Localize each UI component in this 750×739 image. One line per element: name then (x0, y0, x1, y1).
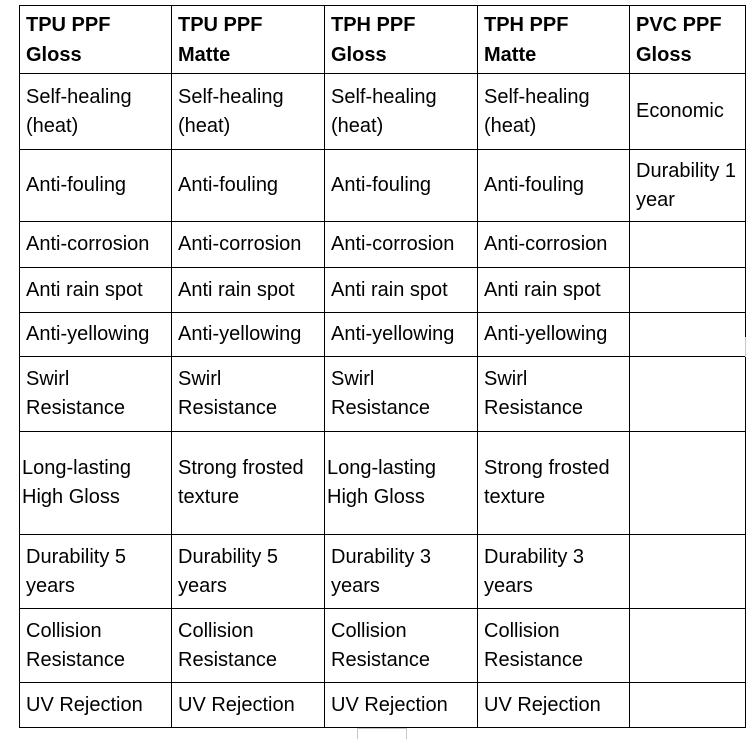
table-row (20, 74, 746, 150)
table-cell: Durability 3 years (478, 535, 630, 609)
table-cell: Durability 5 years (20, 535, 172, 609)
table-cell: Anti-fouling (478, 150, 630, 222)
table-cell (630, 268, 746, 313)
header-row (20, 6, 746, 74)
table-cell: Anti rain spot (325, 268, 478, 313)
table-cell: Anti-fouling (20, 150, 172, 222)
table-row (20, 609, 746, 683)
table-cell: Anti-yellowing (478, 313, 630, 357)
table-cell: Long-lasting High Gloss (325, 432, 478, 535)
table-cell: UV Rejection (172, 683, 325, 728)
table-cell (630, 535, 746, 609)
table-cell: Swirl Resistance (325, 357, 478, 432)
table-cell: Anti-corrosion (172, 222, 325, 268)
table-cell: Long-lasting High Gloss (20, 432, 172, 535)
table-cell: Self-healing (heat) (20, 74, 172, 150)
table-cell: Anti-corrosion (478, 222, 630, 268)
table-cell: Durability 3 years (325, 535, 478, 609)
table-cell: Self-healing (heat) (325, 74, 478, 150)
table-cell: Anti-corrosion (325, 222, 478, 268)
sheet-tab-stub (357, 728, 407, 739)
table-row (20, 535, 746, 609)
table-cell: Self-healing (heat) (478, 74, 630, 150)
table-cell: Anti-yellowing (20, 313, 172, 357)
table-row (20, 357, 746, 432)
table-cell: Swirl Resistance (172, 357, 325, 432)
table-cell: Durability 5 years (172, 535, 325, 609)
table-cell: Anti-fouling (172, 150, 325, 222)
header-tph-ppf-matte: TPH PPF Matte (478, 6, 630, 74)
table-cell: Collision Resistance (478, 609, 630, 683)
table-row (20, 222, 746, 268)
table-cell: Self-healing (heat) (172, 74, 325, 150)
header-pvc-ppf-gloss: PVC PPF Gloss (630, 6, 746, 74)
table-cell: Collision Resistance (325, 609, 478, 683)
table-row (20, 683, 746, 728)
table-cell: Anti-corrosion (20, 222, 172, 268)
header-tph-ppf-gloss: TPH PPF Gloss (325, 6, 478, 74)
table-row (20, 150, 746, 222)
table-cell (630, 313, 746, 357)
table-cell (630, 357, 746, 432)
table-cell: Swirl Resistance (20, 357, 172, 432)
table-cell: Anti rain spot (478, 268, 630, 313)
table-cell: Strong frosted texture (172, 432, 325, 535)
table-cell: Collision Resistance (20, 609, 172, 683)
table-cell (630, 683, 746, 728)
table-cell: Collision Resistance (172, 609, 325, 683)
header-tpu-ppf-gloss: TPU PPF Gloss (20, 6, 172, 74)
table-cell: Swirl Resistance (478, 357, 630, 432)
table-cell: Strong frosted texture (478, 432, 630, 535)
table-cell: Anti rain spot (172, 268, 325, 313)
table-cell: Durability 1 year (630, 150, 746, 222)
table-cell: Anti-yellowing (325, 313, 478, 357)
table-cell (630, 432, 746, 535)
table-cell: UV Rejection (325, 683, 478, 728)
table-cell: Economic (630, 74, 746, 150)
table-cell (630, 609, 746, 683)
table-cell: UV Rejection (478, 683, 630, 728)
table-row (20, 432, 746, 535)
sheet-edge-marker (745, 337, 750, 357)
ppf-comparison-table (19, 5, 746, 728)
table-cell: Anti rain spot (20, 268, 172, 313)
table-cell: Anti-fouling (325, 150, 478, 222)
table-cell: UV Rejection (20, 683, 172, 728)
table-cell: Anti-yellowing (172, 313, 325, 357)
header-tpu-ppf-matte: TPU PPF Matte (172, 6, 325, 74)
table-cell (630, 222, 746, 268)
table-row (20, 268, 746, 313)
table-row (20, 313, 746, 357)
comparison-sheet (19, 5, 745, 727)
